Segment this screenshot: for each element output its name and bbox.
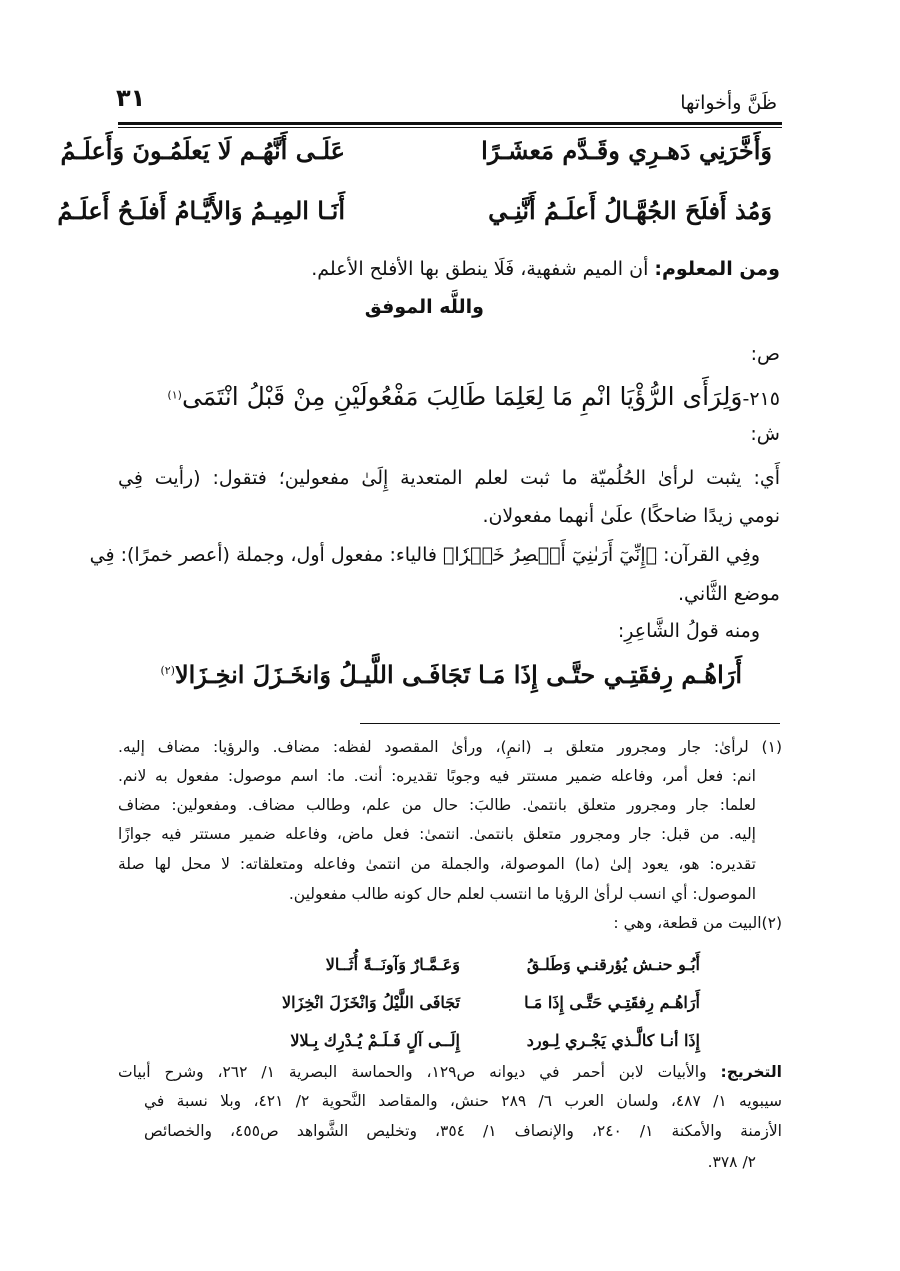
quran-analysis: فالياء: مفعول أول، وجملة (أعصر خمرًا): فِي [89,544,437,566]
paragraph-line-1: أَي: يثبت لرأىٰ الحُلُميّة ما ثبت لعلم المتعدية إِلَىٰ مفعولين؛ فتقول: (رأيت فِي [118,467,780,489]
footnote-2-verse-3-h2: إِلَــى آلٍ فَـلَـمْ يُـدْرِك بِـلالا [290,1031,460,1050]
takhrij-line-4: ٢/ ٣٧٨. [707,1153,756,1171]
footnote-2-verse-3-h1: إِذَا أنـا كالَّـذي يَجْـري لِـورد [526,1031,700,1050]
verse-1-hemistich-2: عَلَـى أَنَّهُـم لَا يَعلَمُـونَ وَأَعلَـمُ [60,136,345,165]
poem-line-number: ٢١٥- [742,388,780,410]
example-hemistich-2 [160,660,470,689]
verse-2-hemistich-1: وَمُذ أَفلَحَ الجُهَّـالُ أَعلَـمُ أَنَّنِـي [488,196,772,225]
note-label: ومن المعلوم: [654,258,780,280]
footnote-2-verse-2-h2: تَجَافَى اللَّيْلُ وَانْخَزَلَ انْخِزَالا [282,993,460,1012]
takhrij-label: التخريج: [720,1063,782,1081]
paragraph-line-4: موضع الثَّاني. [677,583,780,605]
verse-2-hemistich-2: أَنَـا المِيـمُ وَالأَيَّـامُ أَفلَـحُ أَعلَـمُ [57,196,345,225]
verse-1-hemistich-1: وَأَخَّرَنِي دَهـرِي وقَـدَّم مَعشَـرًا [481,136,772,165]
example-hemistich-1: أَرَاهُـم رِفقَتِـي حتَّـى إِذَا مَـا [478,660,742,689]
paragraph-line-5: ومنه قولُ الشَّاعِرِ: [617,620,760,642]
poem-line [167,382,780,411]
takhrij-line-2: سيبويه ١/ ٤٨٧، ولسان العرب ٦/ ٢٨٩ حنش، والمقاصد النَّحوية ٢/ ٤٢١، وبلا نسبة في [144,1092,783,1110]
takhrij-line-3: الأزمنة والأمكنة ١/ ٢٤٠، والإنصاف ١/ ٣٥٤، وتخليص الشَّواهد ص٤٥٥، والخصائص [144,1122,782,1140]
example-hemistich-2-text: تَجَافَـى اللَّيـلُ وَانخَـزَلَ انخِـزَالا [174,660,470,689]
page-number: ٣١ [116,84,146,112]
footnote-2-verse-2-h1: أَرَاهُـم رِفقَتِـي حَتَّـى إِذَا مَـا [524,993,700,1012]
takhrij-text-1: والأبيات لابن أحمر في ديوانه ص١٢٩، والحماسة البصرية ١/ ٢٦٢، وشرح أبيات [118,1063,707,1081]
quran-intro: وفِي القرآن: [663,544,760,566]
footnote-2-intro: (٢)البيت من قطعة، وهي : [613,914,782,932]
header-rule-thin [118,127,782,128]
footnote-1-line-3: لعلما: جار ومجرور متعلق بانتمىٰ. طالبَ: حال من علم، وطالب مضاف. ومفعولين: مضاف [118,796,756,814]
closing-phrase: واللَّه الموفق [364,296,484,318]
footnote-1-line-2: انم: فعل أمر، وفاعله ضمير مستتر فيه وجوبًا تقديره: أنت. ما: اسم موصول: مفعول به لانم. [118,767,756,785]
note-line [311,258,780,280]
footnote-separator [360,723,780,724]
poem-footnote-ref: (١) [167,388,182,402]
footnote-1-line-1: (١) لرأىٰ: جار ومجرور متعلق بـ (انمِ)، ورأىٰ المقصود لفظه: مضاف. والرؤيا: مضاف إليه. [118,738,782,756]
running-header-title: ظَنَّ وأخواتها [680,92,777,114]
text-label: ص: [750,343,780,365]
takhrij-line-1 [118,1063,782,1081]
paragraph-line-2: نومي زيدًا ضاحكًا) علَىٰ أنهما مفعولان. [482,505,780,527]
commentary-label: ش: [750,423,780,445]
poem-line-text: وَلِرَأَى الرُّؤْيَا انْمِ مَا لِعَلِمَا طَالِبَ مَفْعُولَيْنِ مِنْ قَبْلُ انْتَمَى [181,382,743,411]
quran-verse: ﴿إِنِّيٓ أَرَىٰنِيٓ أَعۡصِرُ خَمۡرٗا﴾ [443,544,658,566]
footnote-1-line-6: الموصول: أي انسب لرأىٰ الرؤيا ما انتسب لعلم حال كونه طالب مفعولين. [288,885,756,903]
quran-citation-line [90,544,760,566]
footnote-1-line-5: تقديره: هو، يعود إلىٰ (ما) الموصولة، والجملة من انتمىٰ وفاعله ومتعلقاته: لا محل لها صلة [118,855,756,873]
footnote-1-line-4: إليه. من قبل: جار ومجرور متعلق بانتمىٰ. انتمىٰ: فعل ماض، وفاعله ضمير مستتر فيه جوازًا [118,825,756,843]
header-rule-thick [118,122,782,125]
note-text: أن الميم شفهية، فَلَا ينطق بها الأفلح الأعلم. [311,258,649,280]
footnote-2-verse-1-h2: وَعَـمَّـارٌ وَآونَــةً أُثَــالا [325,955,460,974]
footnote-2-verse-1-h1: أَبُـو حنـش يُؤرقنـي وَطَلـقُ [526,955,700,974]
example-footnote-ref: (٢) [160,664,175,677]
